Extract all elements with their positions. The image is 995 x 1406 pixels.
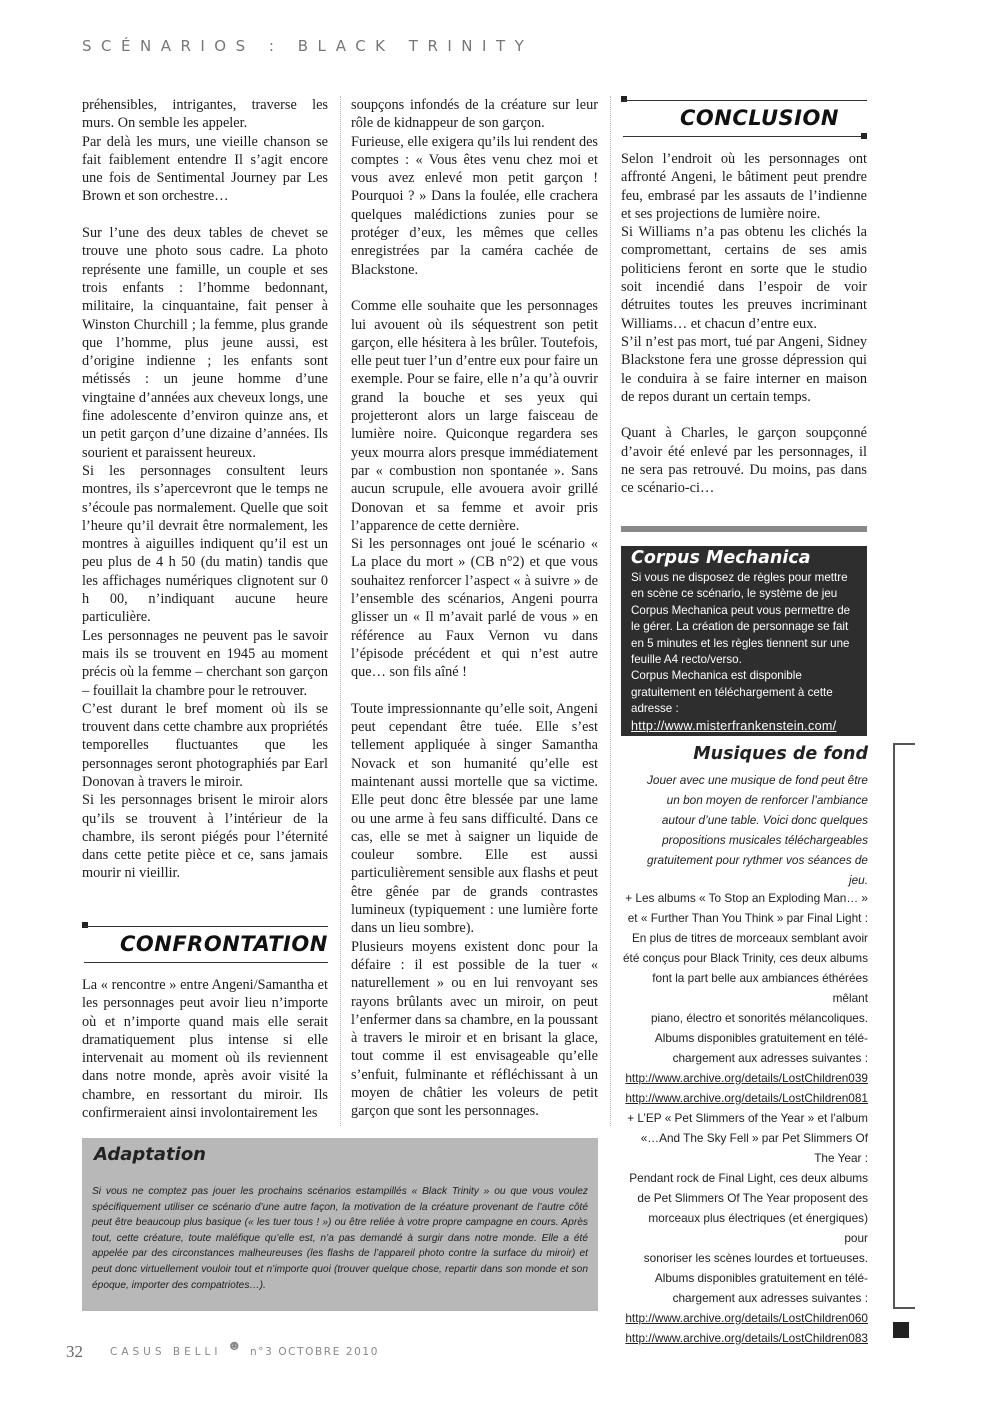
section-title-confrontation: CONFRONTATION bbox=[120, 932, 328, 956]
heading-marker bbox=[861, 133, 867, 139]
text-line: et « Further Than You Think » par Final Light : bbox=[627, 911, 868, 925]
paragraph: Si les personnages brisent le miroir alors qu’ils se trouvent à l’intérieur de la chambre, ils seront piégés pour l’éternité dans cette petite pièce et ce, sans jamais mourir ni vieillir. bbox=[82, 792, 328, 882]
paragraph: Sur l’une des deux tables de chevet se trouve une photo sous cadre. La photo représente une famille, un couple et ses trois enfants : l’homme bedonnant, militaire, la cinquantaine, fait penser à Winston Churchill ; la femme, plus grande que l’homme, plus jeune aussi, est d’origine indienne ; les enfants sont métissés : un jeune homme d’une vingtaine d’années aux cheveux longs, une fine adolescente d’environ quinze ans, et un petit garçon d’une dizaine d’années. Ils sourient et paraissent heureux. bbox=[82, 225, 328, 461]
sidebar-bracket bbox=[893, 743, 915, 1309]
text-line: piano, électro et sonorités mélancoliques. bbox=[650, 1011, 868, 1025]
archive-link[interactable]: http://www.archive.org/details/LostChildren081 bbox=[625, 1091, 868, 1105]
box-text: Si vous ne disposez de règles pour mettre en scène ce scénario, le système de jeu Corpus Mechanica peut vous permettre de le gérer. La création de personnage se fait en 5 minutes et les règles tiennent sur une feuille A4 recto/verso. bbox=[631, 571, 851, 667]
text-line: sonoriser les scènes lourdes et tortueuses. bbox=[643, 1251, 868, 1265]
paragraph: Selon l’endroit où les personnages ont affronté Angeni, le bâtiment peut prendre feu, embrasé par les assauts de l’indienne et ses projections de lumière noire. bbox=[621, 151, 867, 222]
magazine-name: CASUS BELLI bbox=[110, 1346, 222, 1358]
text-line: En plus de titres de morceaux semblant avoir bbox=[631, 931, 868, 945]
section-title-conclusion: CONCLUSION bbox=[680, 106, 839, 130]
musiques-intro: Jouer avec une musique de fond peut être un bon moyen de renforcer l’ambiance autour d’une table. Voici donc quelques propositions musicales téléchargeables gratuitement pour rythmer vos séances de jeu. bbox=[646, 773, 868, 887]
column-right bbox=[621, 150, 867, 498]
sidebar-accent-bar bbox=[621, 526, 867, 532]
adaptation-box bbox=[82, 1138, 598, 1311]
text-line: morceaux plus électriques (et énergiques) pour bbox=[648, 1211, 868, 1245]
paragraph: La « rencontre » entre Angeni/Samantha et les personnages peut avoir lieu n’importe où et n’importe quand mais elle serait dramatiquement plus intense si elle intervenait au moment où ils reviennent dans notre monde, après avoir visité la chambre, en ressortant du miroir. Ils confirmeraient ainsi involontairement les bbox=[82, 977, 328, 1122]
music-recommendation bbox=[622, 888, 868, 1108]
column-divider bbox=[340, 96, 341, 1126]
paragraph: Toute impressionnante qu’elle soit, Angeni peut cependant être tuée. Elle s’est tellement appliquée à singer Samantha Novack et son humanité qu’elle est maintenant aussi mortelle que sa victime. Elle peut donc être blessée par une lame ou une arme à feu sans difficulté. Dans ce cas, elle se met à saigner un liquide de couleur sombre. Elle est aussi particulièrement sensible aux flashs et peut être gênée par de grands contrastes lumineux (typiquement : une lumière forte dans un lieu sombre). bbox=[351, 700, 598, 937]
section-title-musiques: Musiques de fond bbox=[693, 744, 868, 764]
heading-rule bbox=[623, 100, 867, 101]
text-line: Albums disponibles gratuitement en télé- bbox=[654, 1031, 868, 1045]
paragraph: Par delà les murs, une vieille chanson se fait faiblement entendre Il s’agit encore une fois de Sentimental Journey par Les Brown et son orchestre… bbox=[82, 133, 328, 205]
heading-marker bbox=[82, 922, 88, 928]
music-recommendation bbox=[622, 1108, 868, 1348]
paragraph: Si les personnages ont joué le scénario « La place du mort » (CB n°2) et que vous souhaitez renforcer l’aspect « à suivre » de l’ensemble des scénarios, Angeni pourra glisser un « Il m’avait parlé de vous » en référence au Faux Vernon vu dans l’épisode précédent et qui n’est autre que… son fils aîné ! bbox=[351, 536, 598, 681]
heading-marker bbox=[621, 96, 627, 102]
heading-rule bbox=[84, 926, 328, 927]
box-body: Si vous ne comptez pas jouer les prochains scénarios estampillés « Black Trinity » ou que vous voulez spécifiquement utiliser ce scénario d’une autre façon, la motivation de la créature provenant de l’autre côté peut être beaucoup plus basique (« les tuer tous ! ») ou être reliée à votre propre campagne en cours. Après tout, cette créature, toute maléfique qu’elle est, n’a pas demandé à surgir dans notre monde. Elle a été appelée par des circonstances malheureuses (les flashs de l’appareil photo contre la surface du miroir) et peut donc virtuellement vouloir tout et n’importe quoi (trouver quelque chose, repartir dans son monde et son époque, importer des compatriotes…). bbox=[92, 1186, 588, 1291]
box-title: Adaptation bbox=[94, 1144, 206, 1165]
archive-link[interactable]: http://www.archive.org/details/LostChildren060 bbox=[625, 1311, 868, 1325]
box-body bbox=[631, 570, 861, 751]
column-divider bbox=[610, 96, 611, 1126]
download-link[interactable]: http://www.misterfrankenstein.com/ bbox=[631, 718, 837, 733]
text-line: + L’EP « Pet Slimmers of the Year » et l’album bbox=[627, 1111, 868, 1125]
issue-info: n°3 OCTOBRE 2010 bbox=[250, 1346, 379, 1358]
corpus-mechanica-box bbox=[621, 546, 867, 750]
paragraph: S’il n’est pas mort, tué par Angeni, Sidney Blackstone fera une grosse dépression qui le conduira à se faire interner en maison de repos durant un certain temps. bbox=[621, 333, 867, 405]
heading-rule bbox=[84, 962, 328, 963]
magazine-logo-icon: ☻ bbox=[227, 1339, 242, 1354]
paragraph: Si Williams n’a pas obtenu les clichés la compromettant, certains de ses amis politiciens feront en sorte que le studio soit incendié dans l’espoir de voir détruites toutes les preuves incriminant Williams… et chacun d’entre eux. bbox=[621, 224, 867, 332]
end-of-article-square bbox=[893, 1322, 909, 1338]
paragraph: C’est durant le bref moment où ils se trouvent dans cette chambre aux propriétés temporelles fluctuantes que les personnages seront photographiés par Earl Donovan à travers le miroir. bbox=[82, 700, 328, 790]
paragraph: préhensibles, intrigantes, traverse les murs. On semble les appeler. bbox=[82, 97, 328, 132]
box-title: Corpus Mechanica bbox=[631, 548, 811, 568]
archive-link[interactable]: http://www.archive.org/details/LostChildren039 bbox=[625, 1071, 868, 1085]
text-line: chargement aux adresses suivantes : bbox=[672, 1051, 868, 1065]
text-line: font la part belle aux ambiances éthérées mêlant bbox=[652, 971, 868, 1005]
column-middle bbox=[351, 96, 598, 1121]
text-line: «…And The Sky Fell » par Pet Slimmers Of The Year : bbox=[640, 1131, 868, 1165]
paragraph: Les personnages ne peuvent pas le savoir mais ils se trouvent en 1945 au moment précis où la femme – cherchant son garçon – fouillait la chambre pour le retrouver. bbox=[82, 627, 328, 699]
archive-link[interactable]: http://www.archive.org/details/LostChildren083 bbox=[625, 1331, 868, 1345]
column-left bbox=[82, 96, 328, 883]
paragraph: Si les personnages consultent leurs montres, ils s’apercevront que le temps ne s’écoule pas normalement. Quelle que soit l’heure qu’il devrait être normalement, les montres à aiguilles indiquent qu’il est un peu plus de 4 h 50 (du matin) tandis que les affichages numériques clignotent sur 0 h 00, n’indiquant aucune heure particulière. bbox=[82, 462, 328, 626]
running-header: SCÉNARIOS : BLACK TRINITY bbox=[82, 37, 534, 55]
text-line: de Pet Slimmers Of The Year proposent des bbox=[637, 1191, 868, 1205]
page-number: 32 bbox=[66, 1342, 83, 1361]
paragraph: Comme elle souhaite que les personnages lui avouent où ils séquestrent son petit garçon, elle hésitera à les brûler. Toutefois, elle peut tuer l’un d’entre eux pour faire un exemple. Pour se faire, elle n’a qu’à ouvrir grand la bouche et ses yeux qui projetteront alors un large faisceau de lumière noire. Quiconque regardera ses yeux mourra alors presque immédiatement par « combustion non spontanée ». Sans aucun scrupule, elle avouera avoir grillé Donovan et sa femme et avoir pris l’apparence de cette dernière. bbox=[351, 298, 598, 534]
paragraph: Quant à Charles, le garçon soupçonné d’avoir été enlevé par les personnages, il ne sera pas retrouvé. Du moins, pas dans ce scénario-ci… bbox=[621, 425, 867, 497]
text-line: chargement aux adresses suivantes : bbox=[672, 1291, 868, 1305]
text-line: été conçus pour Black Trinity, ces deux albums bbox=[622, 951, 868, 965]
heading-rule bbox=[623, 136, 867, 137]
paragraph: Plusieurs moyens existent donc pour la défaire : il est possible de la tuer « naturellement » ou en lui renvoyant ses rayons brûlants avec un miroir, on peut l’enfermer dans sa chambre, en la poussant à travers le miroir et en brisant la glace, tout comme il est envisageable qu’elle s’enfuit, fulminante et réfléchissant à un moyen de châtier les voleurs de petit garçon que sont les personnages. bbox=[351, 938, 598, 1120]
confrontation-text bbox=[82, 976, 328, 1122]
box-text: Corpus Mechanica est disponible gratuitement en téléchargement à cette adresse : bbox=[631, 669, 833, 716]
text-line: Albums disponibles gratuitement en télé- bbox=[654, 1271, 868, 1285]
paragraph: soupçons infondés de la créature sur leur rôle de kidnappeur de son garçon. bbox=[351, 97, 598, 132]
download-link[interactable]: wordpress/?page_id=3 bbox=[631, 736, 749, 750]
paragraph: Furieuse, elle exigera qu’ils lui rendent des comptes : « Vous êtes venu chez moi et vous avez enlevé mon petit garçon ! Pourquoi ? » Dans la foulée, elle crachera quelques malédictions zunies pour se protéger d’eux, les mêmes que celles enregistrées par la caméra cachée de Blackstone. bbox=[351, 133, 598, 278]
text-line: + Les albums « To Stop an Exploding Man… » bbox=[625, 891, 868, 905]
text-line: Pendant rock de Final Light, ces deux albums bbox=[629, 1171, 868, 1185]
